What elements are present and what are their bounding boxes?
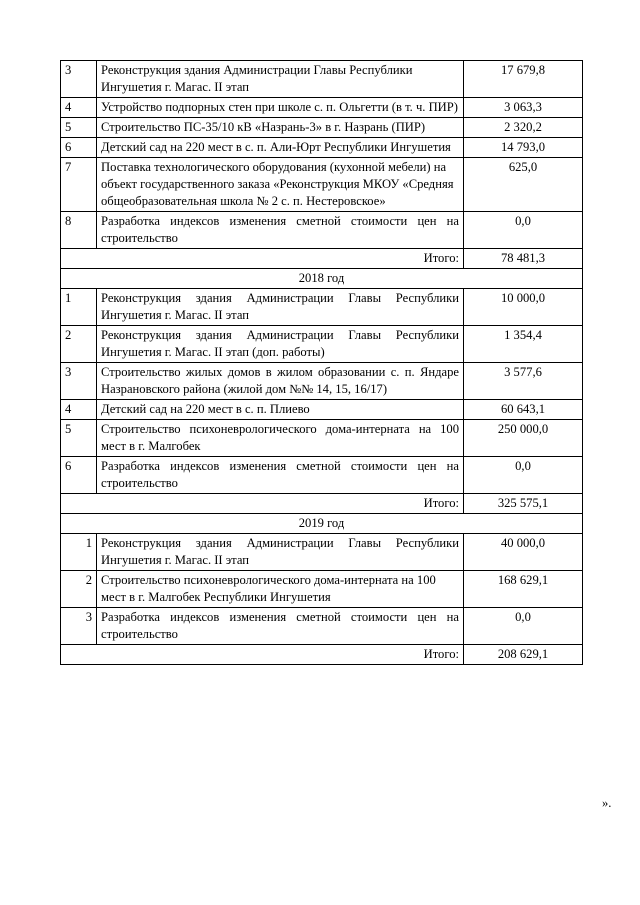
row-value: 3 577,6 xyxy=(464,363,583,400)
row-number: 3 xyxy=(61,61,97,98)
row-value: 1 354,4 xyxy=(464,326,583,363)
table-row xyxy=(61,363,583,400)
total-value: 208 629,1 xyxy=(464,645,583,665)
row-name: Строительство жилых домов в жилом образовании с. п. Яндаре Назрановского района (жилой дом №№ 14, 15, 16/17) xyxy=(97,363,464,400)
row-number: 4 xyxy=(61,400,97,420)
row-name: Реконструкция здания Администрации Главы Республики Ингушетия г. Магас. II этап (доп. работы) xyxy=(97,326,464,363)
total-row xyxy=(61,249,583,269)
row-number: 8 xyxy=(61,212,97,249)
table-row xyxy=(61,608,583,645)
row-name: Реконструкция здания Администрации Главы Республики Ингушетия г. Магас. II этап xyxy=(97,61,464,98)
row-name: Реконструкция здания Администрации Главы Республики Ингушетия г. Магас. II этап xyxy=(97,289,464,326)
row-number: 6 xyxy=(61,138,97,158)
budget-table xyxy=(60,60,583,665)
table-row xyxy=(61,400,583,420)
row-value: 17 679,8 xyxy=(464,61,583,98)
table-row xyxy=(61,289,583,326)
row-number: 3 xyxy=(61,363,97,400)
row-name: Разработка индексов изменения сметной стоимости цен на строительство xyxy=(97,212,464,249)
row-value: 250 000,0 xyxy=(464,420,583,457)
row-number: 1 xyxy=(61,534,97,571)
total-row xyxy=(61,645,583,665)
table-row xyxy=(61,158,583,212)
row-value: 40 000,0 xyxy=(464,534,583,571)
table-row xyxy=(61,98,583,118)
row-value: 10 000,0 xyxy=(464,289,583,326)
row-number: 2 xyxy=(61,571,97,608)
row-number: 2 xyxy=(61,326,97,363)
row-value: 0,0 xyxy=(464,212,583,249)
row-number: 7 xyxy=(61,158,97,212)
row-value: 0,0 xyxy=(464,608,583,645)
row-number: 5 xyxy=(61,420,97,457)
row-number: 1 xyxy=(61,289,97,326)
year-heading: 2019 год xyxy=(61,514,583,534)
table-row xyxy=(61,118,583,138)
row-name: Строительство психоневрологического дома-интерната на 100 мест в г. Малгобек Республики Ингушетия xyxy=(97,571,464,608)
row-number: 3 xyxy=(61,608,97,645)
row-name: Детский сад на 220 мест в с. п. Плиево xyxy=(97,400,464,420)
total-row xyxy=(61,494,583,514)
row-value: 168 629,1 xyxy=(464,571,583,608)
year-heading: 2018 год xyxy=(61,269,583,289)
row-name: Строительство ПС-35/10 кВ «Назрань-3» в г. Назрань (ПИР) xyxy=(97,118,464,138)
table-row xyxy=(61,212,583,249)
row-number: 6 xyxy=(61,457,97,494)
total-label: Итого: xyxy=(61,249,464,269)
row-value: 0,0 xyxy=(464,457,583,494)
row-name: Реконструкция здания Администрации Главы Республики Ингушетия г. Магас. II этап xyxy=(97,534,464,571)
row-value: 60 643,1 xyxy=(464,400,583,420)
total-value: 78 481,3 xyxy=(464,249,583,269)
row-name: Поставка технологического оборудования (кухонной мебели) на объект государственного заказа «Реконструкция МКОУ «Средняя общеобразовательная школа № 2 с. п. Нестеровское» xyxy=(97,158,464,212)
year-header-row xyxy=(61,514,583,534)
table-row xyxy=(61,61,583,98)
table-row xyxy=(61,571,583,608)
total-label: Итого: xyxy=(61,645,464,665)
row-name: Строительство психоневрологического дома-интерната на 100 мест в г. Малгобек xyxy=(97,420,464,457)
table-row xyxy=(61,457,583,494)
year-header-row xyxy=(61,269,583,289)
row-value: 2 320,2 xyxy=(464,118,583,138)
row-value: 3 063,3 xyxy=(464,98,583,118)
row-name: Разработка индексов изменения сметной стоимости цен на строительство xyxy=(97,457,464,494)
table-row xyxy=(61,420,583,457)
row-name: Устройство подпорных стен при школе с. п. Ольгетти (в т. ч. ПИР) xyxy=(97,98,464,118)
row-name: Детский сад на 220 мест в с. п. Али-Юрт Республики Ингушетия xyxy=(97,138,464,158)
row-name: Разработка индексов изменения сметной стоимости цен на строительство xyxy=(97,608,464,645)
row-value: 625,0 xyxy=(464,158,583,212)
closing-quote-mark: ». xyxy=(602,796,612,810)
table-row xyxy=(61,534,583,571)
row-value: 14 793,0 xyxy=(464,138,583,158)
table-row xyxy=(61,326,583,363)
row-number: 5 xyxy=(61,118,97,138)
total-label: Итого: xyxy=(61,494,464,514)
row-number: 4 xyxy=(61,98,97,118)
table-row xyxy=(61,138,583,158)
total-value: 325 575,1 xyxy=(464,494,583,514)
